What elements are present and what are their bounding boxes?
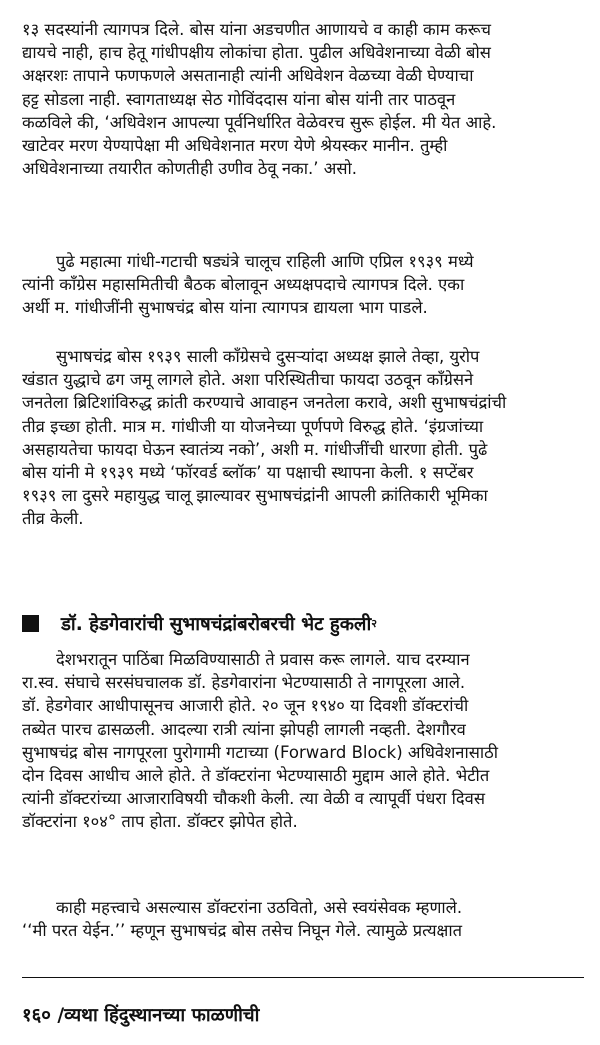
text-line: तीव्र केली. (22, 509, 84, 529)
text-line: खंडात युद्धाचे ढग जमू लागले होते. अशा परिस्थितीचा फायदा उठवून काँग्रेसने (22, 370, 474, 390)
text-line: पुढे महात्मा गांधी-गटाची षड्यंत्रे चालूच राहिली आणि एप्रिल १९३९ मध्ये (56, 252, 474, 271)
text-line: देशभरातून पाठिंबा मिळविण्यासाठी ते प्रवास करू लागले. याच दरम्यान (56, 650, 470, 669)
text-line: तब्येत पारच ढासळली. आदल्या रात्री त्यांना झोपही लागली नव्हती. देशगौरव (22, 719, 466, 739)
heading-text: डॉ. हेडगेवारांची सुभाषचंद्रांबरोबरची भेट हुकली (61, 613, 372, 635)
book-title: /व्यथा हिंदुस्थानच्या फाळणीची (57, 1005, 260, 1026)
text-line: डॉ. हेडगेवार आधीपासूनच आजारी होते. २० जून १९४० या दिवशी डॉक्टरांची (22, 696, 469, 716)
section-heading (22, 608, 582, 638)
text-line: द्यायचे नाही, हाच हेतू गांधीपक्षीय लोकांचा होता. पुढील अधिवेशनाच्या वेळी बोस (22, 43, 491, 63)
text-line: त्यांनी डॉक्टरांच्या आजाराविषयी चौकशी केली. त्या वेळी व त्यापूर्वी पंधरा दिवस (22, 789, 485, 809)
paragraph-4 (22, 648, 582, 834)
text-line: १९३९ ला दुसरे महायुद्ध चालू झाल्यावर सुभाषचंद्रांनी आपली क्रांतिकारी भूमिका (22, 486, 488, 506)
text-line: ‘‘मी परत येईन.’’ म्हणून सुभाषचंद्र बोस तसेच निघून गेले. त्यामुळे प्रत्यक्षात (22, 921, 463, 941)
paragraph-2 (22, 250, 582, 320)
paragraph-3 (22, 345, 582, 531)
paragraph-1 (22, 18, 582, 180)
footnote-marker[interactable]: २ (371, 616, 377, 630)
text-line: खाटेवर मरण येण्यापेक्षा मी अधिवेशनात मरण येणे श्रेयस्कर मानीन. तुम्ही (22, 136, 448, 156)
text-line: तीव्र इच्छा होती. मात्र म. गांधीजी या योजनेच्या पूर्णपणे विरुद्ध होते. ‘इंग्रजांच्या (22, 416, 484, 436)
page-footer (22, 1002, 259, 1027)
text-line: असहायतेचा फायदा घेऊन स्वातंत्र्य नको’, अशी म. गांधीजींची धारणा होती. पुढे (22, 439, 488, 459)
text-line: जनतेला ब्रिटिशांविरुद्ध क्रांती करण्याचे आवाहन जनतेला करावे, अशी सुभाषचंद्रांची (22, 393, 507, 413)
text-line: डॉक्टरांना १०४° ताप होता. डॉक्टर झोपेत होते. (22, 812, 298, 832)
text-line: सुभाषचंद्र बोस १९३९ साली काँग्रेसचे दुसऱ्यांदा अध्यक्ष झाले तेव्हा, युरोप (56, 347, 480, 366)
text-line: काही महत्त्वाचे असल्यास डॉक्टरांना उठवितो, असे स्वयंसेवक म्हणाले. (56, 898, 463, 917)
paragraph-5 (22, 896, 582, 942)
text-line: कळविले की, ‘अधिवेशन आपल्या पूर्वनिर्धारित वेळेवरच सुरू होईल. मी येत आहे. (22, 112, 497, 132)
square-bullet-icon (22, 615, 39, 632)
text-line: बोस यांनी मे १९३९ मध्ये ‘फॉरवर्ड ब्लॉक’ या पक्षाची स्थापना केली. १ सप्टेंबर (22, 463, 474, 483)
text-line: १३ सदस्यांनी त्यागपत्र दिले. बोस यांना अडचणीत आणायचे व काही काम करूच (22, 20, 492, 39)
text-line: रा.स्व. संघाचे सरसंघचालक डॉ. हेडगेवारांना भेटण्यासाठी ते नागपूरला आले. (22, 673, 466, 693)
text-line: अक्षरशः तापाने फणफणले असतानाही त्यांनी अधिवेशन वेळच्या वेळी घेण्याचा (22, 66, 474, 86)
footer-divider (22, 977, 584, 978)
text-line: अर्थी म. गांधीजींनी सुभाषचंद्र बोस यांना त्यागपत्र द्यायला भाग पाडले. (22, 298, 428, 318)
text-line: अधिवेशनाच्या तयारीत कोणतीही उणीव ठेवू नका.’ असो. (22, 159, 358, 179)
text-line: सुभाषचंद्र बोस नागपूरला पुरोगामी गटाच्या (Forward Block) अधिवेशनासाठी (22, 742, 499, 762)
page-number: १६० (22, 1005, 51, 1026)
text-line: हट्ट सोडला नाही. स्वागताध्यक्ष सेठ गोविंददास यांना बोस यांनी तार पाठवून (22, 89, 456, 109)
text-line: त्यांनी काँग्रेस महासमितीची बैठक बोलावून अध्यक्षपदाचे त्यागपत्र दिले. एका (22, 275, 465, 295)
text-line: दोन दिवस आधीच आले होते. ते डॉक्टरांना भेटण्यासाठी मुद्दाम आले होते. भेटीत (22, 766, 490, 786)
